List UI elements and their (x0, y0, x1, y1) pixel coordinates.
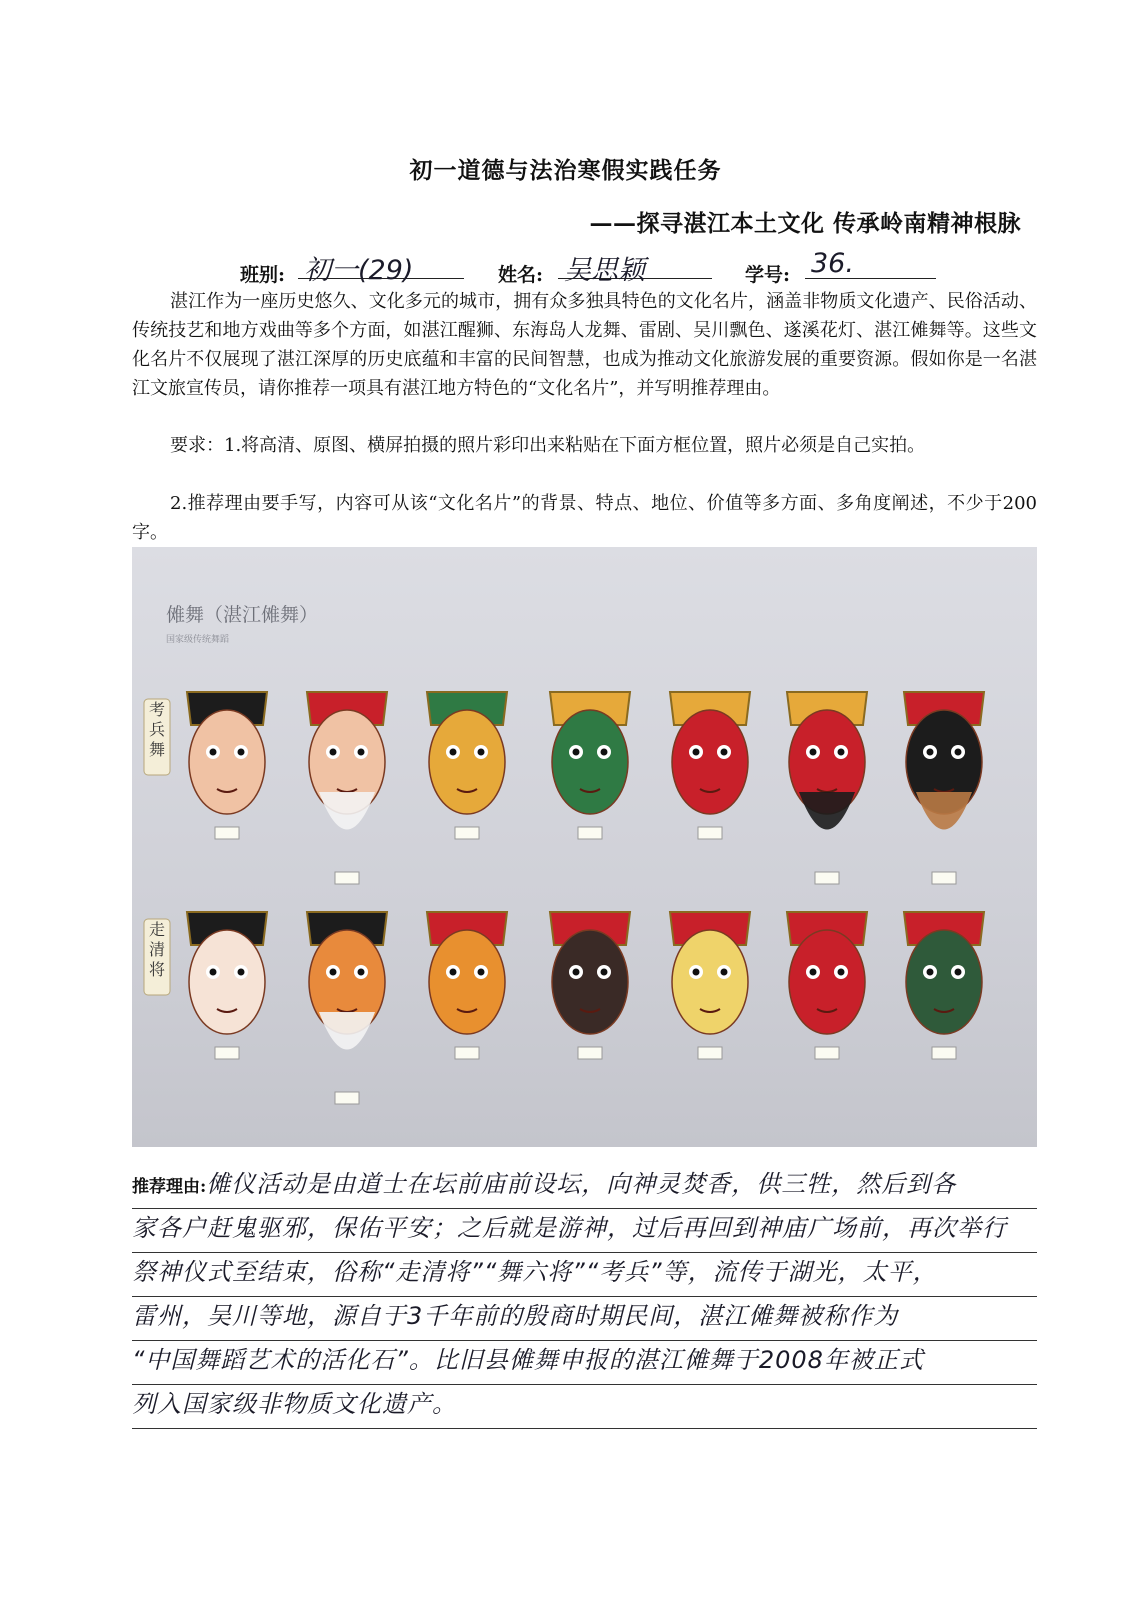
mask-2-1 (187, 912, 267, 1059)
row2-tag (144, 919, 170, 995)
mask-photo (132, 547, 1037, 1147)
class-value: 初一(29) (298, 248, 464, 279)
reason-line-3: 祭神仪式至结束，俗称“走清将”“舞六将”“考兵”等，流传于湖光，太平， (132, 1253, 1037, 1297)
reason-line-5: “中国舞蹈艺术的活化石”。比旧县傩舞申报的湛江傩舞于2008年被正式 (132, 1341, 1037, 1385)
reason-line-6: 列入国家级非物质文化遗产。 (132, 1385, 1037, 1429)
reason-section (132, 1165, 1037, 1429)
mask-1-3 (427, 692, 507, 839)
mask-2-2 (307, 912, 387, 1104)
document-title: 初一道德与法治寒假实践任务 (409, 157, 722, 184)
requirement-1: 要求：1.将高清、原图、横屏拍摄的照片彩印出来粘贴在下面方框位置，照片必须是自己实拍。 (170, 435, 926, 456)
mask-1-1 (187, 692, 267, 839)
mask-1-5 (670, 692, 750, 839)
reason-line-1 (132, 1165, 1037, 1209)
class-label: 班别: (240, 264, 286, 286)
mask-2-5 (670, 912, 750, 1059)
mask-1-7 (904, 692, 984, 884)
document-subtitle: ——探寻湛江本土文化 传承岭南精神根脉 (589, 210, 1021, 237)
number-label: 学号: (745, 264, 791, 286)
intro-paragraph: 湛江作为一座历史悠久、文化多元的城市，拥有众多独具特色的文化名片，涵盖非物质文化遗产、民俗活动、传统技艺和地方戏曲等多个方面，如湛江醒狮、东海岛人龙舞、雷剧、吴川飘色、遂溪花灯、湛江傩舞等。这些文化名片不仅展现了湛江深厚的历史底蕴和丰富的民间智慧，也成为推动文化旅游发展的重要资源。假如你是一名湛江文旅宣传员，请你推荐一项具有湛江地方特色的“文化名片”，并写明推荐理由。 (132, 291, 1037, 399)
mask-2-3 (427, 912, 507, 1059)
mask-2-6 (787, 912, 867, 1059)
row1-tag-text: 考兵舞 (148, 700, 166, 759)
mask-1-6 (787, 692, 867, 884)
reason-line-4: 雷州，吴川等地，源自于3千年前的殷商时期民间，湛江傩舞被称作为 (132, 1297, 1037, 1341)
reason-label: 推荐理由: (132, 1177, 207, 1197)
requirement-2: 2.推荐理由要手写，内容可从该“文化名片”的背景、特点、地位、价值等多方面、多角度阐述，不少于200字。 (132, 493, 1037, 543)
reason-line-2: 家各户赶鬼驱邪，保佑平安；之后就是游神，过后再回到神庙广场前，再次举行 (132, 1209, 1037, 1253)
mask-1-4 (550, 692, 630, 839)
photo-caption: 国家级传统舞蹈 (166, 635, 230, 645)
mask-photo-svg (132, 547, 1037, 1147)
student-info (240, 248, 940, 284)
photo-heading: 傩舞（湛江傩舞） (166, 604, 319, 626)
number-value: 36. (805, 248, 936, 279)
name-value: 吴思颖 (558, 248, 712, 279)
row1-tag (144, 699, 170, 775)
mask-1-2 (307, 692, 387, 884)
name-label: 姓名: (498, 264, 544, 286)
mask-2-7 (904, 912, 984, 1059)
mask-2-4 (550, 912, 630, 1059)
reason-text-1: 傩仪活动是由道士在坛前庙前设坛，向神灵焚香，供三牲，然后到各 (206, 1170, 957, 1198)
row2-tag-text: 走清将 (148, 920, 166, 979)
